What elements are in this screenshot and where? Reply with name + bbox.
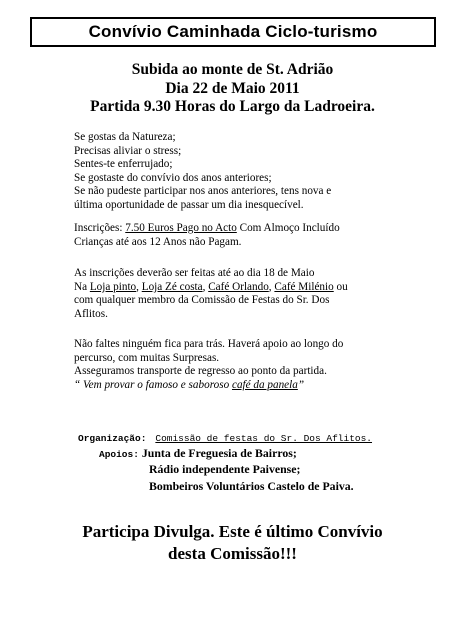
shop-cafe-orlando: Café Orlando: [208, 280, 269, 293]
intro-line: Precisas aliviar o stress;: [74, 144, 182, 157]
separator: ,: [268, 280, 275, 293]
registration-paragraph: [74, 222, 424, 249]
page-title: Convívio Caminhada Ciclo-turismo: [88, 22, 378, 41]
transport-line: Asseguramos transporte de regresso ao ponto da partida.: [74, 365, 327, 378]
shops-suffix: ou: [333, 280, 348, 293]
closing-line: Participa Divulga. Este é último Convívio: [82, 522, 383, 541]
commission-line-end: Aflitos.: [74, 307, 108, 320]
intro-line: Se gostaste do convívio dos anos anteriores;: [74, 171, 272, 184]
commission-line: com qualquer membro da Comissão de Festas do Sr. Dos: [74, 294, 330, 307]
sponsor-line: [99, 446, 297, 462]
locations-paragraph: [74, 267, 424, 321]
slogan-end: ”: [297, 378, 305, 391]
organizer-label: Organização:: [78, 433, 147, 444]
registration-line: [74, 222, 424, 236]
sponsors-block: [99, 446, 297, 462]
title-box: [30, 17, 436, 47]
sponsor-item: Bombeiros Voluntários Castelo de Paiva.: [149, 479, 354, 493]
shop-cafe-milenio: Café Milénio: [274, 280, 334, 293]
sponsor-item: Junta de Freguesia de Bairros;: [141, 446, 297, 460]
intro-paragraph: [74, 131, 424, 213]
closing-line: desta Comissão!!!: [168, 544, 297, 563]
shops-prefix: Na: [74, 280, 90, 293]
shop-loja-ze-costa: Loja Zé costa: [141, 280, 203, 293]
organizer-value: Comissão de festas do Sr. Dos Aflitos.: [155, 433, 373, 444]
support-line: percurso, com muitas Surpresas.: [74, 351, 220, 364]
intro-line: Sentes-te enferrujado;: [74, 158, 173, 171]
coffee-slogan: [74, 379, 424, 393]
organizer-line: [78, 430, 372, 446]
sponsor-item: Rádio independente Paivense;: [149, 462, 301, 476]
slogan-start: “ Vem provar o famoso e saboroso: [74, 378, 232, 391]
headline-location: Subida ao monte de St. Adrião: [131, 61, 334, 78]
registration-lunch: Com Almoço Incluído: [236, 222, 340, 234]
registration-price: 7.50 Euros Pago no Acto: [125, 222, 237, 234]
headline-departure: Partida 9.30 Horas do Largo da Ladroeira.: [90, 98, 375, 115]
headline-date: Dia 22 de Maio 2011: [165, 80, 300, 97]
separator: ,: [136, 280, 142, 293]
shops-line: [74, 281, 424, 295]
support-line: Não faltes ninguém fica para trás. Haverá apoio ao longo do: [74, 338, 344, 350]
support-paragraph: [74, 338, 424, 392]
intro-line: Se não pudeste participar nos anos anteriores, tens nova e: [74, 185, 332, 198]
deadline-line: As inscrições deverão ser feitas até ao dia 18 de Maio: [74, 267, 315, 279]
registration-label: Inscrições:: [74, 222, 126, 234]
registration-children: Crianças até aos 12 Anos não Pagam.: [74, 235, 242, 248]
separator: ,: [202, 280, 209, 293]
shop-loja-pinto: Loja pinto: [89, 280, 137, 293]
intro-line: última oportunidade de passar um dia inesquecível.: [74, 198, 304, 211]
slogan-cafe-da-panela: café da panela: [231, 378, 298, 391]
intro-line: Se gostas da Natureza;: [74, 131, 176, 143]
sponsors-label: Apoios:: [99, 449, 139, 460]
